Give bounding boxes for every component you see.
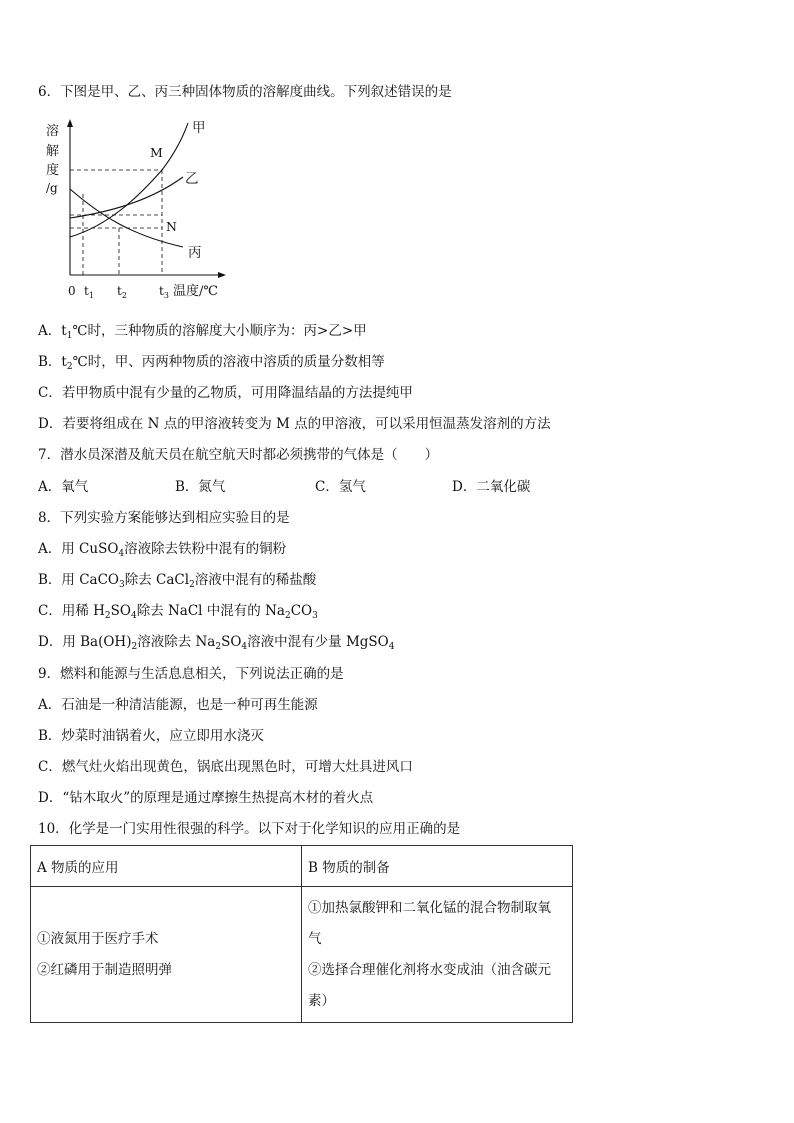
origin-label: 0 (68, 284, 76, 298)
q6-option-d: D．若要将组成在 N 点的甲溶液转变为 M 点的甲溶液，可以采用恒温蒸发溶剂的方法 (38, 416, 551, 432)
q6-option-c: C．若甲物质中混有少量的乙物质，可用降温结晶的方法提纯甲 (38, 385, 413, 401)
q9-option-a: A．石油是一种清洁能源，也是一种可再生能源 (38, 697, 318, 713)
q9-option-c: C．燃气灶火焰出现黄色，锅底出现黑色时，可增大灶具进风口 (38, 759, 413, 775)
table-header-a: A 物质的应用 (31, 846, 302, 887)
y-label-2: 解 (46, 144, 60, 159)
q8-option-d: D．用 $Ba(OH)_2$溶液除去 $Na_2SO_4$溶液中混有少量 MgSO$_4$ (38, 634, 395, 652)
q6-stem: 6．下图是甲、乙、丙三种固体物质的溶解度曲线。下列叙述错误的是 (38, 84, 452, 100)
q7-stem: 7．潜水员深潜及航天员在航空航天时都必须携带的气体是（ ） (38, 447, 439, 463)
x-axis-arrow (218, 272, 226, 278)
x-axis-label: 温度/℃ (173, 284, 218, 299)
tick-t2: $t_2$ (117, 284, 127, 300)
q8-stem: 8．下列实验方案能够达到相应实验目的是 (38, 510, 290, 526)
label-jia: 甲 (192, 120, 206, 136)
curve-bing (70, 189, 183, 247)
q9-option-d: D．“钻木取火”的原理是通过摩擦生热提高木材的着火点 (38, 790, 374, 806)
q7-option-b: B．氮气 (175, 479, 226, 495)
q8-option-a: A．用 CuSO$_4$溶液除去铁粉中混有的铜粉 (38, 541, 287, 559)
solubility-chart (40, 115, 240, 310)
q8-option-b: B．用 CaCO$_3$除去 CaCl$_2$溶液中混有的稀盐酸 (38, 572, 317, 590)
y-axis-arrow (67, 119, 73, 127)
q10-table (30, 845, 573, 1023)
label-yi: 乙 (185, 171, 199, 187)
y-label-1: 溶 (46, 124, 60, 139)
q8-option-c: C．用稀 $H_2SO_4$除去 NaCl 中混有的 $Na_2CO_3$ (38, 603, 318, 621)
q6-option-b: B．$t_2℃$时，甲、丙两种物质的溶液中溶质的质量分数相等 (38, 354, 385, 372)
curve-yi (70, 177, 183, 218)
y-label-4: /g (46, 181, 58, 195)
q6-option-a: A．$t_1℃$时，三种物质的溶解度大小顺序为：丙>乙>甲 (38, 323, 367, 341)
q9-option-b: B．炒菜时油锅着火，应立即用水浇灭 (38, 728, 264, 744)
tick-t3: $t_3$ (159, 284, 169, 300)
point-m-label: M (150, 145, 163, 160)
label-bing: 丙 (188, 245, 202, 261)
table-cell-a: ①液氮用于医疗手术 ②红磷用于制造照明弹 (31, 887, 302, 1023)
table-header-b: B 物质的制备 (302, 846, 573, 887)
q9-stem: 9．燃料和能源与生活息息相关，下列说法正确的是 (38, 666, 344, 682)
point-n-label: N (166, 219, 177, 234)
tick-t1: $t_1$ (84, 284, 94, 300)
q10-stem: 10．化学是一门实用性很强的科学。以下对于化学知识的应用正确的是 (38, 821, 461, 837)
q7-option-a: A．氧气 (38, 479, 89, 495)
y-label-3: 度 (46, 163, 60, 178)
table-cell-b: ①加热氯酸钾和二氧化锰的混合物制取氧 气 ②选择合理催化剂将水变成油（油含碳元 素） (302, 887, 573, 1023)
q7-option-d: D．二氧化碳 (452, 479, 531, 495)
q7-option-c: C．氢气 (315, 479, 366, 495)
